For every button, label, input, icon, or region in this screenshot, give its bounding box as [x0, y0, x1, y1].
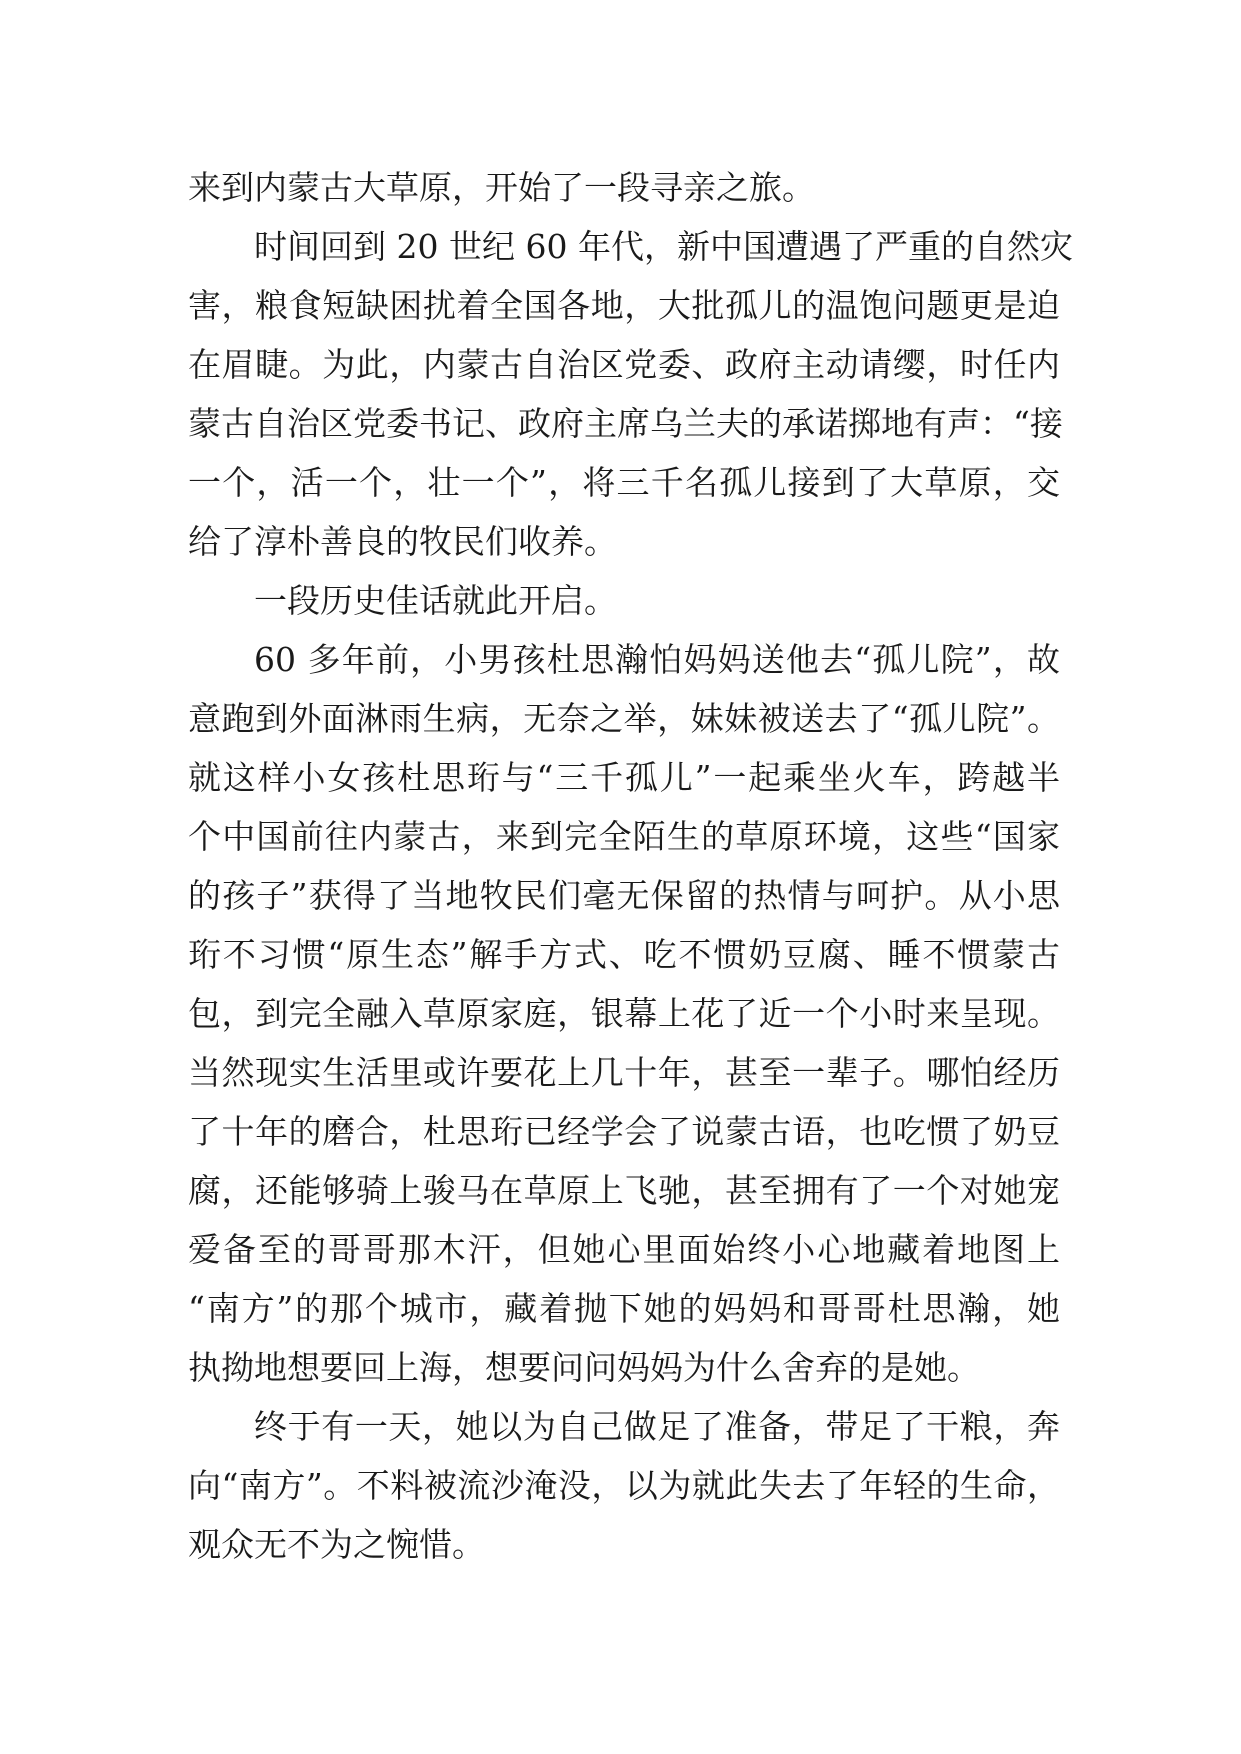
text-line: 的孩子”获得了当地牧民们毫无保留的热情与呵护。从小思: [188, 876, 1060, 915]
text-line: 时间回到 20 世纪 60 年代，新中国遭遇了严重的自然灾: [254, 227, 1073, 266]
text-line: 在眉睫。为此，内蒙古自治区党委、政府主动请缨，时任内: [188, 345, 1060, 384]
paragraph-1: [188, 158, 1060, 217]
text-line: 观众无不为之惋惜。: [188, 1525, 485, 1564]
text-line: 个中国前往内蒙古，来到完全陌生的草原环境，这些“国家: [188, 817, 1060, 856]
text-line: 蒙古自治区党委书记、政府主席乌兰夫的承诺掷地有声：“接: [188, 404, 1063, 443]
text-line: 当然现实生活里或许要花上几十年，甚至一辈子。哪怕经历: [188, 1053, 1060, 1092]
text-line: 终于有一天，她以为自己做足了准备，带足了干粮，奔: [254, 1407, 1060, 1446]
text-line: 意跑到外面淋雨生病，无奈之举，妹妹被送去了“孤儿院”。: [188, 699, 1060, 738]
paragraph-2: [188, 217, 1073, 571]
text-line: 害，粮食短缺困扰着全国各地，大批孤儿的温饱问题更是迫: [188, 286, 1060, 325]
text-line: 向“南方”。不料被流沙淹没，以为就此失去了年轻的生命，: [188, 1466, 1060, 1505]
text-line: 来到内蒙古大草原，开始了一段寻亲之旅。: [188, 168, 815, 207]
text-line: 一段历史佳话就此开启。: [254, 581, 617, 620]
paragraph-4: [188, 630, 1060, 1397]
text-line: 包，到完全融入草原家庭，银幕上花了近一个小时来呈现。: [188, 994, 1060, 1033]
text-line: 给了淳朴善良的牧民们收养。: [188, 522, 617, 561]
text-line: 60 多年前，小男孩杜思瀚怕妈妈送他去“孤儿院”，故: [254, 640, 1060, 679]
paragraph-5: [188, 1397, 1060, 1574]
text-line: 一个，活一个，壮一个”，将三千名孤儿接到了大草原，交: [188, 463, 1060, 502]
text-line: 珩不习惯“原生态”解手方式、吃不惯奶豆腐、睡不惯蒙古: [188, 935, 1060, 974]
text-line: 腐，还能够骑上骏马在草原上飞驰，甚至拥有了一个对她宠: [188, 1171, 1060, 1210]
text-line: 执拗地想要回上海，想要问问妈妈为什么舍弃的是她。: [188, 1348, 980, 1387]
text-line: 爱备至的哥哥那木汗，但她心里面始终小心地藏着地图上: [188, 1230, 1060, 1269]
paragraph-3: [188, 571, 1060, 630]
text-line: 就这样小女孩杜思珩与“三千孤儿”一起乘坐火车，跨越半: [188, 758, 1060, 797]
text-line: 了十年的磨合，杜思珩已经学会了说蒙古语，也吃惯了奶豆: [188, 1112, 1060, 1151]
text-line: “南方”的那个城市，藏着抛下她的妈妈和哥哥杜思瀚，她: [188, 1289, 1060, 1328]
document-body: [188, 158, 1073, 1574]
